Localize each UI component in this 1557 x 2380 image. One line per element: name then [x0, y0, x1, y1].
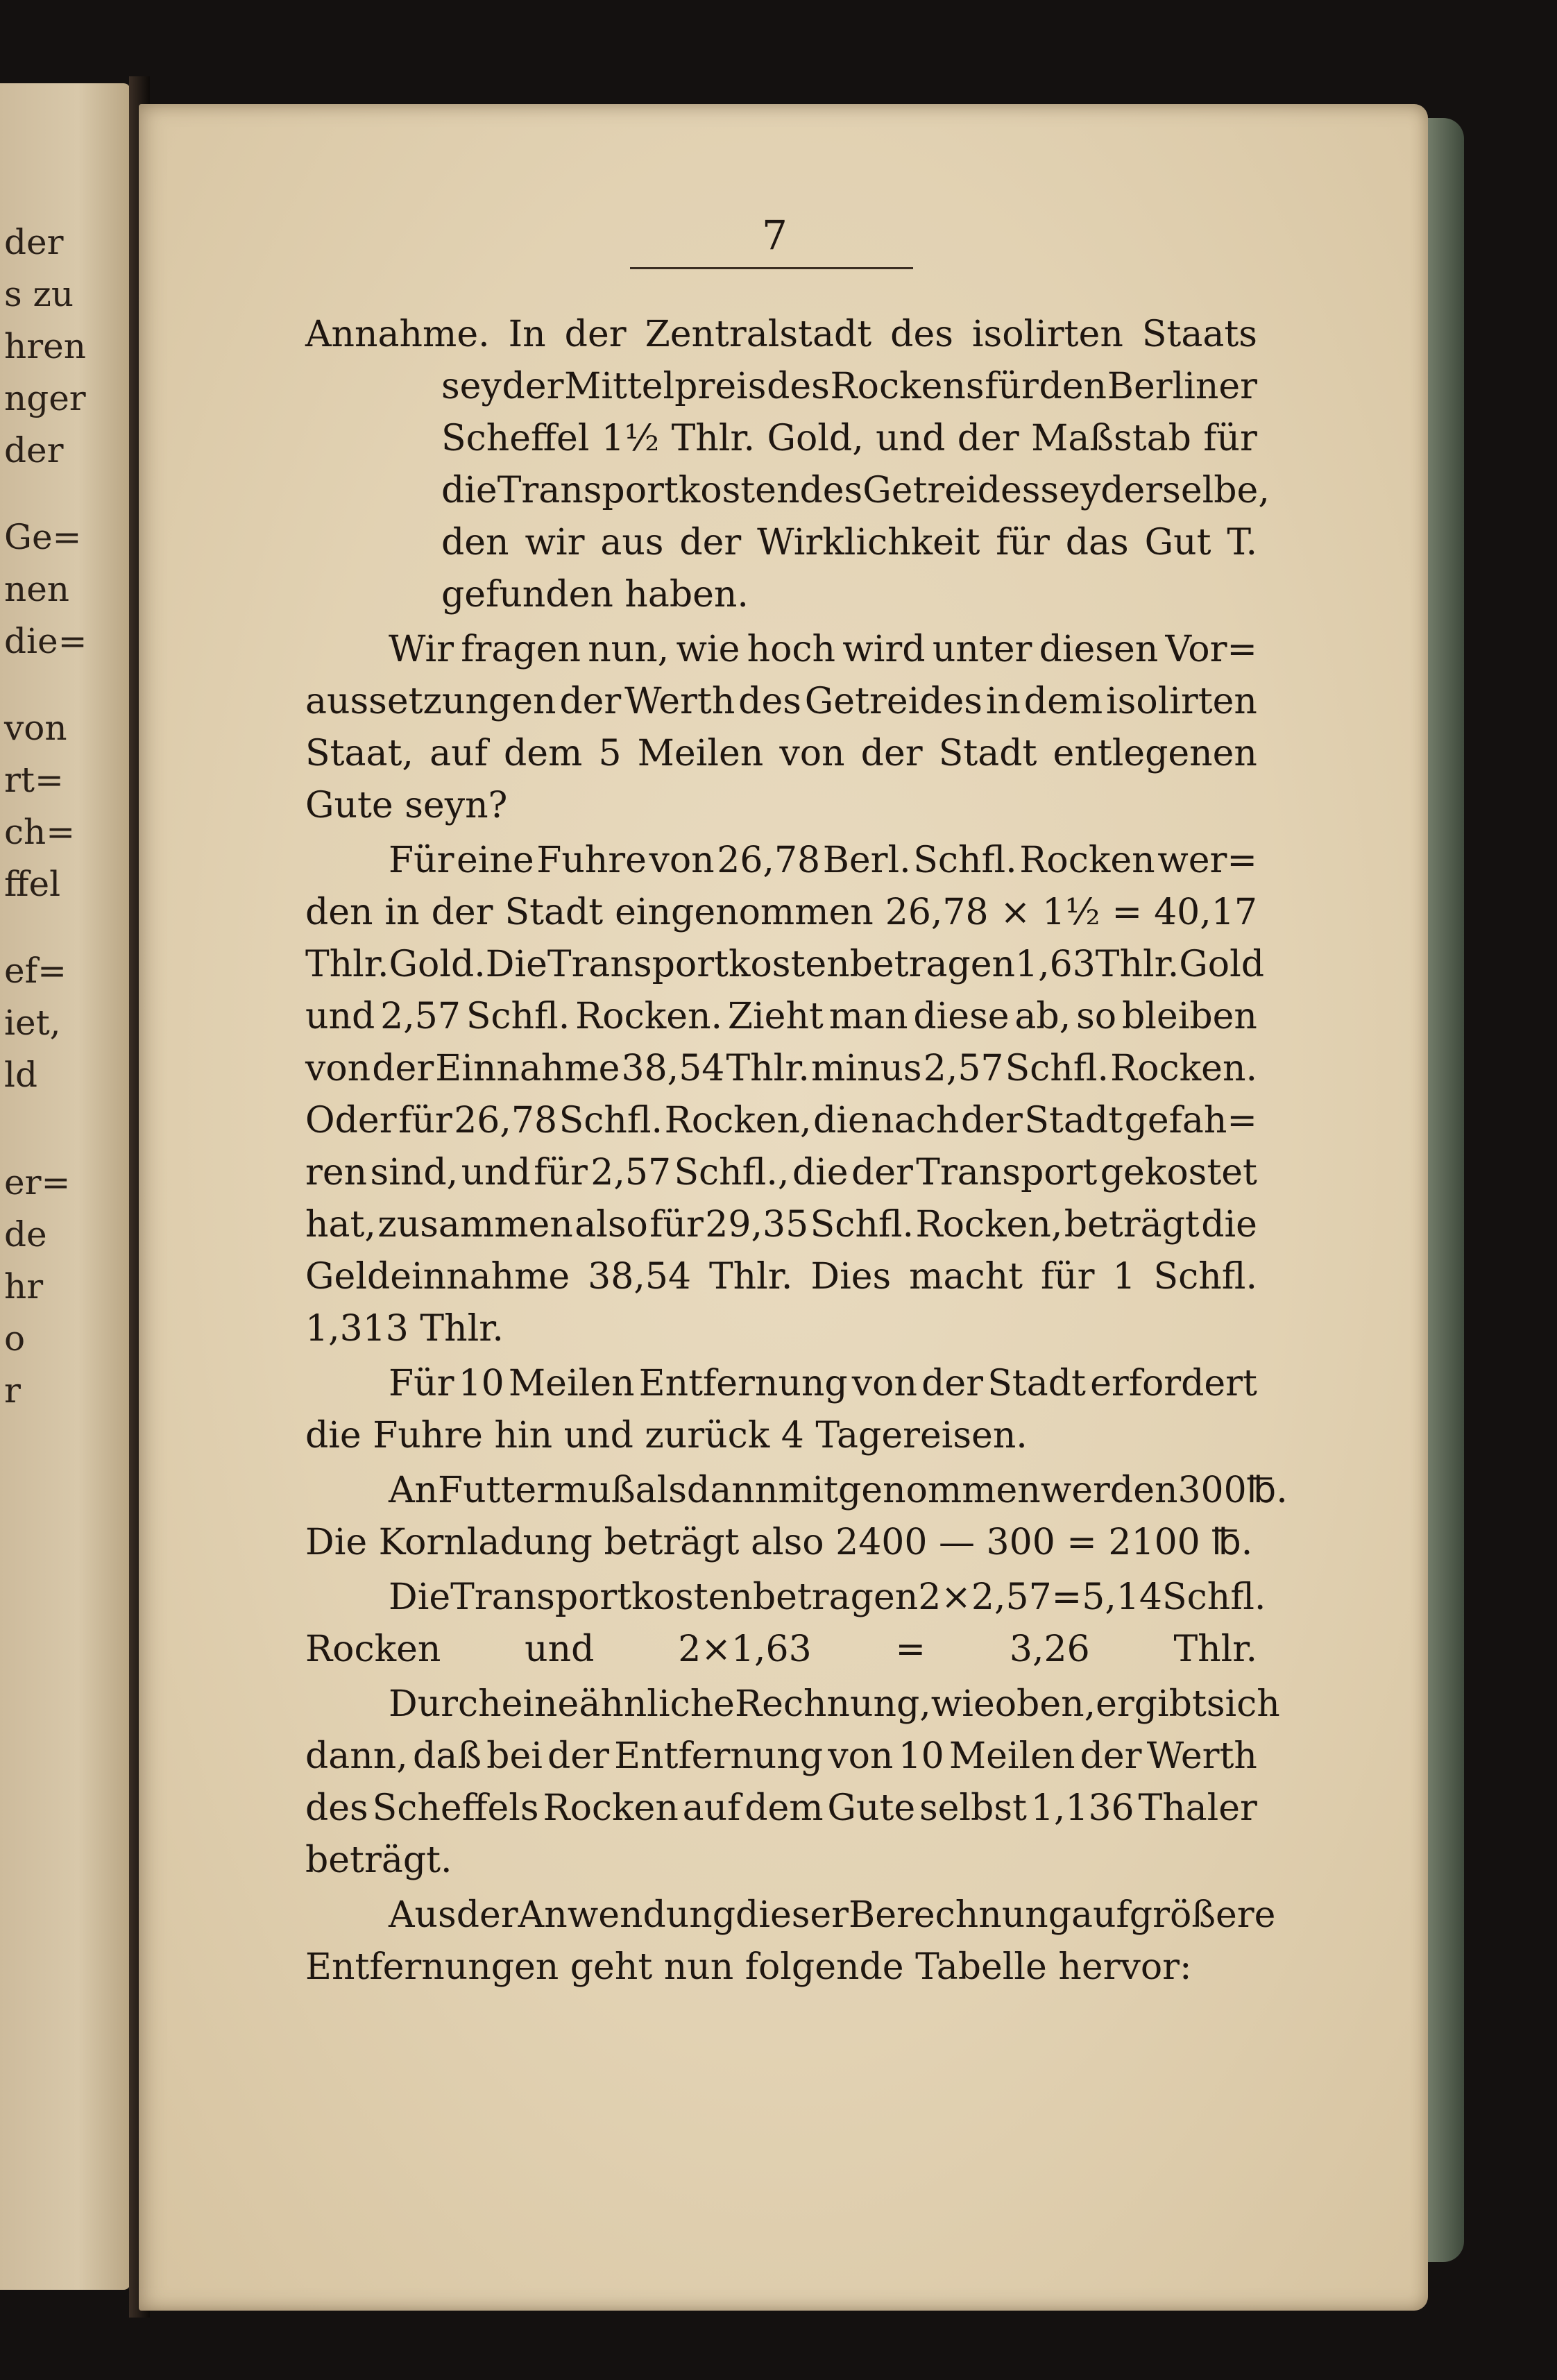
facing-page-fragment: ch= — [4, 812, 76, 852]
word: erfordert — [1090, 1363, 1257, 1404]
word: auf — [1071, 1894, 1130, 1936]
word: Rocken, — [664, 1100, 812, 1141]
word: Schfl. — [913, 840, 1017, 881]
page-body-text — [305, 309, 1288, 1994]
text-line — [305, 676, 1257, 728]
text-line — [305, 413, 1257, 465]
word: Meilen — [508, 1363, 635, 1404]
word: hat, — [305, 1204, 376, 1246]
text-line — [305, 1731, 1257, 1783]
word: 26,78 — [454, 1100, 558, 1141]
word: 5,14 — [1082, 1576, 1163, 1618]
word: 1,63 — [1015, 944, 1096, 985]
word: entlegenen — [1053, 733, 1257, 774]
text-line — [305, 1043, 1257, 1095]
word: Thlr. — [1173, 1629, 1257, 1670]
word: der — [679, 522, 742, 563]
word: ähnliche — [579, 1683, 735, 1725]
word: von — [649, 840, 715, 881]
word: dem — [745, 1787, 824, 1829]
word: Staat, — [305, 733, 414, 774]
page-number: 7 — [762, 212, 788, 259]
word: betragen — [752, 1576, 919, 1618]
word: das — [1065, 522, 1129, 563]
word: Thlr. — [671, 418, 756, 459]
word: Transportkosten — [497, 470, 800, 511]
word: Thlr. — [305, 944, 389, 985]
word: daß — [412, 1735, 482, 1777]
word: Entfernung — [614, 1735, 824, 1777]
word: Annahme. — [305, 314, 490, 355]
word: nach — [871, 1100, 960, 1141]
word: Futter — [438, 1470, 554, 1511]
facing-page-fragment: von — [4, 708, 67, 748]
text-line — [305, 1199, 1257, 1251]
word: 26,78 — [717, 840, 821, 881]
word: 2,57 — [380, 996, 461, 1037]
word: = — [895, 1629, 926, 1670]
word: die — [792, 1152, 849, 1193]
word: Werth — [1146, 1735, 1257, 1777]
facing-page-fragment: hr — [4, 1266, 44, 1307]
word: dann, — [305, 1735, 408, 1777]
word: Gute — [827, 1787, 916, 1829]
facing-page-fragment: ld — [4, 1055, 37, 1095]
word: Schfl. — [1005, 1048, 1109, 1089]
word: der — [559, 681, 622, 722]
word: beträgt — [1064, 1204, 1200, 1246]
text-line: die Fuhre hin und zurück 4 Tagereisen. — [305, 1415, 1028, 1456]
word: aussetzungen — [305, 681, 556, 722]
word: Transport — [916, 1152, 1098, 1193]
text-line: Die Kornladung beträgt also 2400 — 300 = 2100 ℔. — [305, 1522, 1253, 1563]
facing-page-fragment: der — [4, 222, 64, 262]
text-line — [305, 1251, 1257, 1303]
word: 10 — [898, 1735, 944, 1777]
word: An — [389, 1470, 439, 1511]
facing-page-fragment: der — [4, 430, 64, 470]
word: ℔. — [1246, 1470, 1288, 1511]
word: Meilen — [948, 1735, 1075, 1777]
text-line — [305, 1147, 1257, 1199]
text-line — [305, 939, 1265, 991]
word: Rocken — [543, 1787, 679, 1829]
word: den — [305, 892, 373, 933]
word: Für — [389, 840, 454, 881]
word: der — [564, 314, 627, 355]
word: gekostet — [1100, 1152, 1257, 1193]
word: Gut — [1144, 522, 1211, 563]
word: 2,57 — [923, 1048, 1004, 1089]
word: selbst — [919, 1787, 1027, 1829]
text-line — [305, 1465, 1288, 1517]
word: der — [851, 1152, 913, 1193]
word: des — [767, 366, 830, 407]
word: Thlr. — [708, 1256, 793, 1298]
word: eine — [501, 1683, 579, 1725]
text-line: 1,313 Thlr. — [305, 1308, 504, 1350]
word: auf — [429, 733, 488, 774]
word: 26,78 — [885, 892, 989, 933]
word: 40,17 — [1154, 892, 1257, 933]
word: In — [508, 314, 546, 355]
facing-page-fragment: nen — [4, 569, 69, 609]
word: alsdann — [635, 1470, 778, 1511]
facing-page-fragment: rt= — [4, 760, 64, 800]
word: T. — [1227, 522, 1257, 563]
word: dem — [503, 733, 583, 774]
word: sich — [1206, 1683, 1280, 1725]
word: sey — [1040, 470, 1101, 511]
word: bei — [486, 1735, 543, 1777]
word: eine — [457, 840, 534, 881]
word: diese — [913, 996, 1010, 1037]
word: oben, — [994, 1683, 1096, 1725]
word: des — [738, 681, 801, 722]
facing-page-fragment: Ge= — [4, 517, 82, 557]
word: für — [398, 1100, 452, 1141]
word: betragen — [849, 944, 1015, 985]
word: der — [860, 733, 923, 774]
word: Mittelpreis — [564, 366, 767, 407]
text-line — [305, 887, 1257, 939]
word: dem — [1023, 681, 1103, 722]
facing-page-fragment: hren — [4, 326, 86, 366]
word: des — [799, 470, 863, 511]
word: Rocken — [305, 1629, 441, 1670]
word: bleiben — [1122, 996, 1257, 1037]
word: Anwendung — [518, 1894, 736, 1936]
text-line — [305, 361, 1257, 413]
word: 29,35 — [705, 1204, 809, 1246]
word: wird — [842, 629, 926, 670]
word: Staats — [1141, 314, 1257, 355]
word: wie — [676, 629, 740, 670]
word: von — [305, 1048, 371, 1089]
word: von — [779, 733, 845, 774]
word: in — [985, 681, 1021, 722]
word: aus — [600, 522, 664, 563]
text-line — [305, 1095, 1257, 1147]
text-line — [305, 1889, 1276, 1941]
facing-page-fragment: er= — [4, 1162, 71, 1202]
word: mitgenommen — [778, 1470, 1041, 1511]
word: Entfernung — [638, 1363, 848, 1404]
word: Rechnung, — [734, 1683, 931, 1725]
word: eingenommen — [615, 892, 874, 933]
text-line — [305, 517, 1257, 569]
word: Schfl., — [674, 1152, 790, 1193]
text-line: gefunden haben. — [441, 574, 749, 615]
word: der — [957, 418, 1019, 459]
word: Transportkosten — [450, 1576, 753, 1618]
word: = — [1051, 1576, 1082, 1618]
word: 1,136 — [1030, 1787, 1134, 1829]
word: Berliner — [1107, 366, 1257, 407]
word: der — [431, 892, 493, 933]
word: Schfl. — [1153, 1256, 1257, 1298]
word: und — [876, 418, 946, 459]
word: sey — [441, 366, 502, 407]
word: auf — [682, 1787, 741, 1829]
word: Schfl. — [1162, 1576, 1266, 1618]
word: unter — [932, 629, 1032, 670]
word: Werth — [624, 681, 735, 722]
word: Maßstab — [1031, 418, 1191, 459]
word: = — [1112, 892, 1143, 933]
facing-page-left — [0, 83, 130, 2290]
facing-page-fragment: ef= — [4, 951, 67, 991]
facing-page-fragment: r — [4, 1370, 21, 1411]
word: Einnahme — [435, 1048, 620, 1089]
word: derselbe, — [1100, 470, 1270, 511]
word: die — [441, 470, 497, 511]
word: die — [813, 1100, 869, 1141]
word: für — [649, 1204, 704, 1246]
word: von — [828, 1735, 894, 1777]
word: man — [828, 996, 908, 1037]
word: Zentralstadt — [645, 314, 872, 355]
word: so — [1076, 996, 1117, 1037]
word: der — [547, 1735, 609, 1777]
word: für — [985, 366, 1039, 407]
word: 1½ — [1042, 892, 1100, 933]
word: und — [525, 1629, 595, 1670]
word: Schfl. — [810, 1204, 914, 1246]
word: Wirklichkeit — [757, 522, 980, 563]
word: diesen — [1039, 629, 1159, 670]
word: Wir — [389, 629, 454, 670]
word: Fuhre — [536, 840, 647, 881]
word: nun, — [588, 629, 670, 670]
word: Aus — [389, 1894, 457, 1936]
word: Schfl. — [559, 1100, 663, 1141]
word: der — [960, 1100, 1023, 1141]
word: also — [575, 1204, 648, 1246]
facing-page-fragment: iet, — [4, 1003, 61, 1043]
word: der — [456, 1894, 518, 1936]
word: der — [372, 1048, 434, 1089]
text-line — [305, 1624, 1257, 1676]
word: 300 — [1177, 1470, 1247, 1511]
word: 1 — [1112, 1256, 1136, 1298]
word: gefah= — [1124, 1100, 1257, 1141]
word: Berechnung — [849, 1894, 1072, 1936]
word: Stadt — [1024, 1100, 1123, 1141]
word: ren — [305, 1152, 368, 1193]
word: Die — [389, 1576, 451, 1618]
word: isolirten — [971, 314, 1123, 355]
word: die — [1201, 1204, 1257, 1246]
word: Rocken — [1019, 840, 1155, 881]
text-line: Entfernungen geht nun folgende Tabelle hervor: — [305, 1946, 1192, 1988]
word: 1½ — [601, 418, 660, 459]
text-line — [305, 465, 1270, 517]
word: zusammen — [377, 1204, 573, 1246]
text-line — [305, 624, 1257, 676]
word: werden — [1040, 1470, 1178, 1511]
word: Gold, — [767, 418, 864, 459]
word: den — [1039, 366, 1107, 407]
facing-page-fragment: nger — [4, 378, 86, 418]
word: minus — [811, 1048, 922, 1089]
word: 2×2,57 — [918, 1576, 1052, 1618]
word: Thaler — [1138, 1787, 1257, 1829]
header-rule — [630, 267, 913, 269]
word: sind, — [370, 1152, 459, 1193]
word: von — [851, 1363, 917, 1404]
word: Rocken. — [575, 996, 723, 1037]
text-line — [305, 991, 1257, 1043]
word: den — [441, 522, 509, 563]
word: Stadt — [987, 1363, 1086, 1404]
word: fragen — [461, 629, 581, 670]
word: Zieht — [727, 996, 824, 1037]
word: Gold — [1179, 944, 1265, 985]
word: Rocken, — [915, 1204, 1063, 1246]
word: muß — [554, 1470, 636, 1511]
word: und — [461, 1152, 531, 1193]
word: dieser — [735, 1894, 849, 1936]
word: Gold. — [389, 944, 486, 985]
word: und — [305, 996, 375, 1037]
word: für — [996, 522, 1050, 563]
word: ergibt — [1096, 1683, 1207, 1725]
word: 2×1,63 — [678, 1629, 812, 1670]
text-line — [305, 1783, 1257, 1835]
word: wie — [930, 1683, 995, 1725]
word: für — [534, 1152, 588, 1193]
text-line: Gute seyn? — [305, 785, 508, 826]
text-line — [305, 1678, 1280, 1731]
word: Geldeinnahme — [305, 1256, 570, 1298]
word: Schfl. — [466, 996, 570, 1037]
word: Scheffel — [441, 418, 590, 459]
word: für — [1040, 1256, 1095, 1298]
word: des — [890, 314, 953, 355]
word: in — [384, 892, 420, 933]
text-line — [305, 1572, 1266, 1624]
word: Stadt — [938, 733, 1037, 774]
word: wir — [525, 522, 585, 563]
word: 3,26 — [1009, 1629, 1090, 1670]
word: Rocken. — [1110, 1048, 1257, 1089]
word: 38,54 — [621, 1048, 725, 1089]
word: hoch — [747, 629, 836, 670]
word: Transportkosten — [547, 944, 850, 985]
facing-page-fragment: o — [4, 1318, 26, 1359]
word: wer= — [1157, 840, 1257, 881]
word: 10 — [458, 1363, 504, 1404]
facing-page-fragment: ffel — [4, 864, 61, 904]
word: × — [1000, 892, 1031, 933]
word: isolirten — [1106, 681, 1257, 722]
word: Stadt — [504, 892, 604, 933]
word: Durch — [389, 1683, 502, 1725]
word: Berl. — [822, 840, 911, 881]
word: Getreides — [804, 681, 982, 722]
word: Dies — [810, 1256, 892, 1298]
facing-page-fragment: s zu — [4, 274, 74, 314]
word: für — [1203, 418, 1257, 459]
word: Vor= — [1165, 629, 1257, 670]
word: Getreides — [862, 470, 1041, 511]
word: ab, — [1014, 996, 1071, 1037]
word: der — [1080, 1735, 1142, 1777]
word: 5 — [598, 733, 622, 774]
text-line — [305, 309, 1257, 361]
text-line — [305, 835, 1257, 887]
word: macht — [909, 1256, 1023, 1298]
word: Meilen — [637, 733, 764, 774]
word: Oder — [305, 1100, 397, 1141]
word: Rockens — [830, 366, 985, 407]
text-line — [305, 728, 1257, 780]
word: Die — [485, 944, 547, 985]
word: der — [502, 366, 564, 407]
facing-page-fragment: de — [4, 1214, 47, 1255]
word: 2,57 — [590, 1152, 672, 1193]
word: Thlr. — [1095, 944, 1180, 985]
word: 38,54 — [588, 1256, 692, 1298]
word: größere — [1129, 1894, 1276, 1936]
text-line — [305, 1358, 1257, 1410]
word: Thlr. — [726, 1048, 810, 1089]
text-line: beträgt. — [305, 1839, 452, 1881]
word: der — [921, 1363, 984, 1404]
word: Für — [389, 1363, 454, 1404]
word: Scheffels — [372, 1787, 539, 1829]
facing-page-fragment: die= — [4, 621, 87, 661]
word: des — [305, 1787, 368, 1829]
